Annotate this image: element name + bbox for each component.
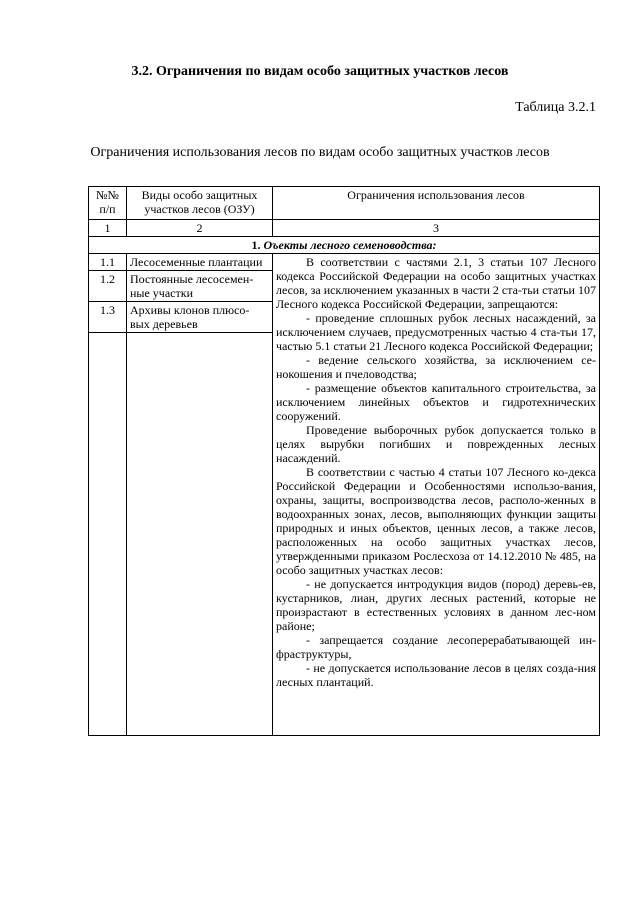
- empty-cell: [127, 333, 273, 736]
- section-row: [89, 237, 600, 254]
- restriction-paragraph: - запрещается создание лесоперерабатывающей ин-фраструктуры,: [276, 633, 596, 661]
- restriction-paragraph: - размещение объектов капитального строительства, за исключением линейных объектов и гидротехнических сооружений.: [276, 381, 596, 423]
- column-number: 1: [89, 220, 127, 237]
- empty-cell: [89, 333, 127, 736]
- table-number: Таблица 3.2.1: [515, 100, 596, 115]
- restriction-paragraph: - проведение сплошных рубок лесных насаждений, за исключением случаев, предусмотренных частью 4 ста-тьи 17, частью 5.1 статьи 21 Лесного кодекса Российской Федерации;: [276, 311, 596, 353]
- table-header-row: [89, 187, 600, 220]
- row-number: 1.1: [89, 254, 127, 271]
- row-name: Архивы клонов плюсо-вых деревьев: [127, 302, 273, 333]
- section-title-text: Оъекты лесного семеноводства:: [263, 238, 437, 252]
- restriction-paragraph: - ведение сельского хозяйства, за исключением се-нокошения и пчеловодства;: [276, 353, 596, 381]
- header-type: Виды особо защитных участков лесов (ОЗУ): [127, 187, 273, 220]
- column-number: 2: [127, 220, 273, 237]
- row-number: 1.3: [89, 302, 127, 333]
- restrictions-table: [88, 186, 600, 736]
- restrictions-text: [273, 254, 600, 736]
- header-num: №№ п/п: [89, 187, 127, 220]
- table-title: Ограничения использования лесов по видам особо защитных участков лесов: [90, 145, 550, 160]
- restriction-paragraph: - не допускается использование лесов в целях созда-ния лесных плантаций.: [276, 661, 596, 689]
- section-title: 3.2. Ограничения по видам особо защитных участков лесов: [131, 64, 509, 79]
- restriction-paragraph: В соответствии с частями 2.1, 3 статьи 107 Лесного кодекса Российской Федерации на особо защитных участках лесов, за исключением указанных в части 2 ста-тьи статьи 107 Лесного кодекса Российской Федерации, запрещаются:: [276, 255, 596, 311]
- row-number: 1.2: [89, 271, 127, 302]
- section-number: 1.: [251, 238, 261, 252]
- section-heading: [89, 237, 600, 254]
- row-name: Постоянные лесосемен-ные участки: [127, 271, 273, 302]
- restriction-paragraph: - не допускается интродукция видов (пород) деревь-ев, кустарников, лиан, других лесных растений, которые не произрастают в естественных условиях в данном лес-ном районе;: [276, 577, 596, 633]
- column-number: 3: [273, 220, 600, 237]
- table-row: [89, 254, 600, 271]
- restriction-paragraph: В соответствии с частью 4 статьи 107 Лесного ко-декса Российской Федерации и Особенностями использо-вания, охраны, защиты, воспроизводства лесов, располо-женных в водоохранных зонах, лесов, выполняющих функции защиты природных и иных объектов, ценных лесов, а также лесов, расположенных на особо защитных участках лесов, утвержденными приказом Рослесхоза от 14.12.2010 № 485, на особо защитных участках лесов:: [276, 465, 596, 577]
- restriction-paragraph: Проведение выборочных рубок допускается только в целях вырубки погибших и поврежденных лесных насаждений.: [276, 423, 596, 465]
- row-name: Лесосеменные плантации: [127, 254, 273, 271]
- header-restrictions: Ограничения использования лесов: [273, 187, 600, 220]
- column-number-row: [89, 220, 600, 237]
